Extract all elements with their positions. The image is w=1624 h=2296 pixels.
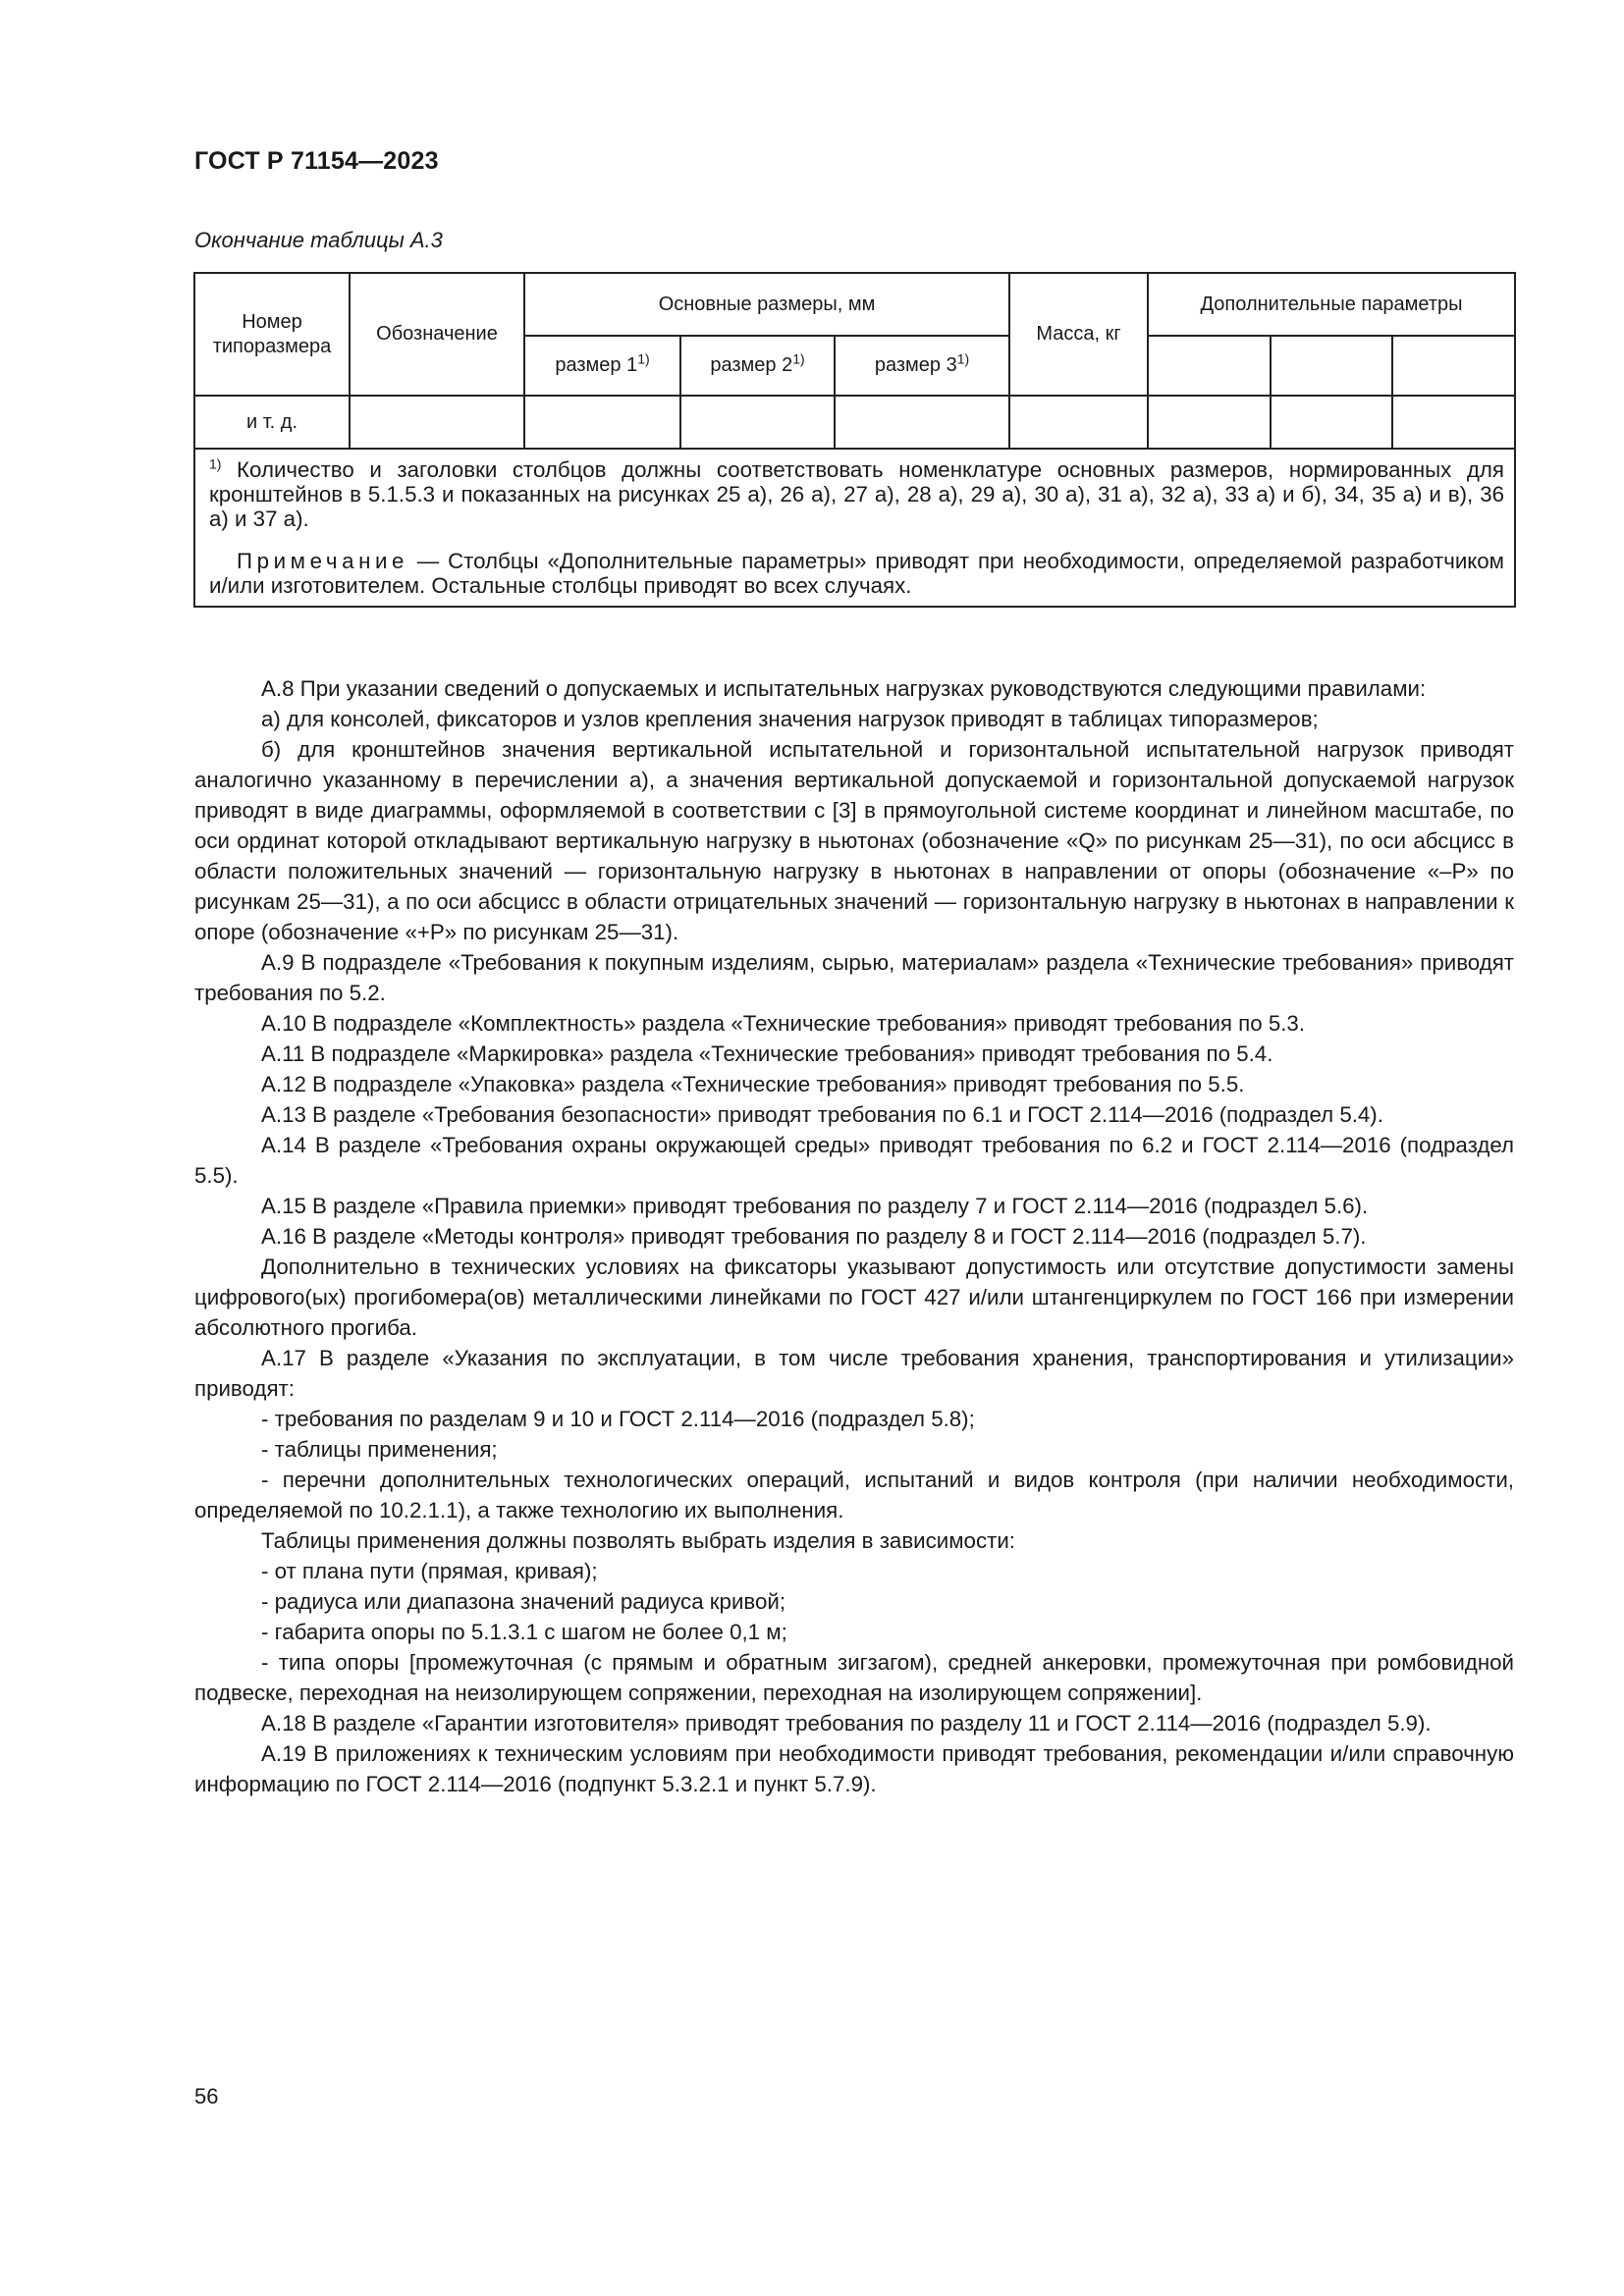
body-text xyxy=(194,673,1514,1799)
additional-param-cell xyxy=(1271,336,1392,396)
document-header: ГОСТ Р 71154—2023 xyxy=(194,147,439,175)
paragraph: А.19 В приложениях к техническим условиям при необходимости приводят требования, рекомендации и/или справочную информацию по ГОСТ 2.114—2016 (подпункт 5.3.2.1 и пункт 5.7.9). xyxy=(194,1741,1514,1796)
footnote-mark: 1) xyxy=(792,350,805,367)
empty-cell xyxy=(835,396,1009,449)
header-cell-mass: Масса, кг xyxy=(1009,273,1148,396)
list-item: - таблицы применения; xyxy=(261,1437,498,1462)
list-item: - габарита опоры по 5.1.3.1 с шагом не более 0,1 м; xyxy=(261,1620,787,1644)
list-item: - от плана пути (прямая, кривая); xyxy=(261,1559,598,1583)
header-cell-size-3 xyxy=(835,336,1009,396)
paragraph: А.10 В подразделе «Комплектность» раздела «Технические требования» приводят требования по 5.3. xyxy=(261,1011,1306,1036)
additional-param-cell xyxy=(1392,336,1515,396)
note-text: — Столбцы «Дополнительные параметры» приводят при необходимости, определяемой разработчиком и/или изготовителем. Остальные столбцы приводят во всех случаях. xyxy=(209,549,1505,598)
footnote-mark: 1) xyxy=(209,455,222,472)
list-item: - радиуса или диапазона значений радиуса кривой; xyxy=(261,1589,786,1614)
paragraph: А.12 В подразделе «Упаковка» раздела «Технические требования» приводят требования по 5.5. xyxy=(261,1072,1245,1096)
empty-cell xyxy=(1392,396,1515,449)
table-footnote xyxy=(209,457,1504,531)
header-cell-number: Номер типоразмера xyxy=(194,273,350,396)
empty-cell xyxy=(524,396,680,449)
table-note xyxy=(209,549,1504,598)
footnote-mark: 1) xyxy=(637,350,650,367)
list-item: - типа опоры [промежуточная (с прямым и обратным зигзагом), средней анкеровки, промежуточная при ромбовидной подвеске, переходная на неизолирующем сопряжении, переходная на изолирующем сопряжении]. xyxy=(194,1650,1514,1705)
row-etc-cell: и т. д. xyxy=(194,396,350,449)
paragraph: А.16 В разделе «Методы контроля» приводят требования по разделу 8 и ГОСТ 2.114—2016 (подраздел 5.7). xyxy=(261,1224,1367,1249)
paragraph: А.9 В подразделе «Требования к покупным изделиям, сырью, материалам» раздела «Технические требования» приводят требования по 5.2. xyxy=(194,950,1514,1005)
empty-cell xyxy=(1271,396,1392,449)
paragraph: Дополнительно в технических условиях на фиксаторы указывают допустимость или отсутствие допустимости замены цифрового(ых) прогибомера(ов) металлическими линейками по ГОСТ 427 и/или штангенциркулем по ГОСТ 166 при измерении абсолютного прогиба. xyxy=(194,1255,1514,1340)
paragraph: б) для кронштейнов значения вертикальной испытательной и горизонтальной испытательной нагрузок приводят аналогично указанному в перечислении а), а значения вертикальной допускаемой и горизонтальной допускаемой нагрузок приводят в виде диаграммы, оформляемой в соответствии с [3] в прямоугольной системе координат и линейном масштабе, по оси ординат которой откладывают вертикальную нагрузку в ньютонах (обозначение «Q» по рисункам 25—31), по оси абсцисс в области положительных значений — горизонтальную нагрузку в ньютонах в направлении от опоры (обозначение «–P» по рисункам 25—31), а по оси абсцисс в области отрицательных значений — горизонтальную нагрузку в ньютонах в направлении к опоре (обозначение «+P» по рисункам 25—31). xyxy=(194,737,1514,944)
additional-param-cell xyxy=(1148,336,1271,396)
table-caption: Окончание таблицы А.3 xyxy=(194,228,443,252)
paragraph: А.11 В подразделе «Маркировка» раздела «Технические требования» приводят требования по 5.4. xyxy=(261,1041,1273,1066)
header-cell-size-2 xyxy=(680,336,835,396)
empty-cell xyxy=(680,396,835,449)
empty-cell xyxy=(350,396,524,449)
size-2-label: размер 2 xyxy=(710,354,793,376)
paragraph: Таблицы применения должны позволять выбрать изделия в зависимости: xyxy=(261,1528,1015,1553)
page-number: 56 xyxy=(194,2084,219,2109)
paragraph: А.13 В разделе «Требования безопасности» приводят требования по 6.1 и ГОСТ 2.114—2016 (подраздел 5.4). xyxy=(261,1102,1383,1127)
paragraph: А.17 В разделе «Указания по эксплуатации, в том числе требования хранения, транспортирования и утилизации» приводят: xyxy=(194,1346,1514,1401)
size-1-label: размер 1 xyxy=(555,354,638,376)
list-item: - перечни дополнительных технологических операций, испытаний и видов контроля (при наличии необходимости, определяемой по 10.2.1.1), а также технологию их выполнения. xyxy=(194,1468,1514,1522)
footnote-mark: 1) xyxy=(956,350,970,367)
dimensions-table xyxy=(193,272,1516,608)
header-cell-additional: Дополнительные параметры xyxy=(1148,273,1515,336)
paragraph: А.18 В разделе «Гарантии изготовителя» приводят требования по разделу 11 и ГОСТ 2.114—2016 (подраздел 5.9). xyxy=(261,1711,1432,1735)
paragraph: а) для консолей, фиксаторов и узлов крепления значения нагрузок приводят в таблицах типоразмеров; xyxy=(261,707,1319,731)
note-label: Примечание xyxy=(237,549,409,573)
header-cell-size-1 xyxy=(524,336,680,396)
empty-cell xyxy=(1148,396,1271,449)
empty-cell xyxy=(1009,396,1148,449)
header-cell-designation: Обозначение xyxy=(350,273,524,396)
size-3-label: размер 3 xyxy=(874,354,957,376)
header-cell-main-sizes: Основные размеры, мм xyxy=(524,273,1009,336)
paragraph: А.14 В разделе «Требования охраны окружающей среды» приводят требования по 6.2 и ГОСТ 2.114—2016 (подраздел 5.5). xyxy=(194,1133,1514,1188)
paragraph: А.8 При указании сведений о допускаемых и испытательных нагрузках руководствуются следующими правилами: xyxy=(261,676,1427,701)
table-notes xyxy=(194,449,1515,607)
paragraph: А.15 В разделе «Правила приемки» приводят требования по разделу 7 и ГОСТ 2.114—2016 (подраздел 5.6). xyxy=(261,1194,1369,1218)
footnote-text: Количество и заголовки столбцов должны соответствовать номенклатуре основных размеров, нормированных для кронштейнов в 5.1.5.3 и показанных на рисунках 25 а), 26 а), 27 а), 28 а), 29 а), 30 а), 31 а), 32 а), 33 а) и б), 34, 35 а) и в), 36 а) и 37 а). xyxy=(209,457,1505,531)
list-item: - требования по разделам 9 и 10 и ГОСТ 2.114—2016 (подраздел 5.8); xyxy=(261,1407,975,1431)
